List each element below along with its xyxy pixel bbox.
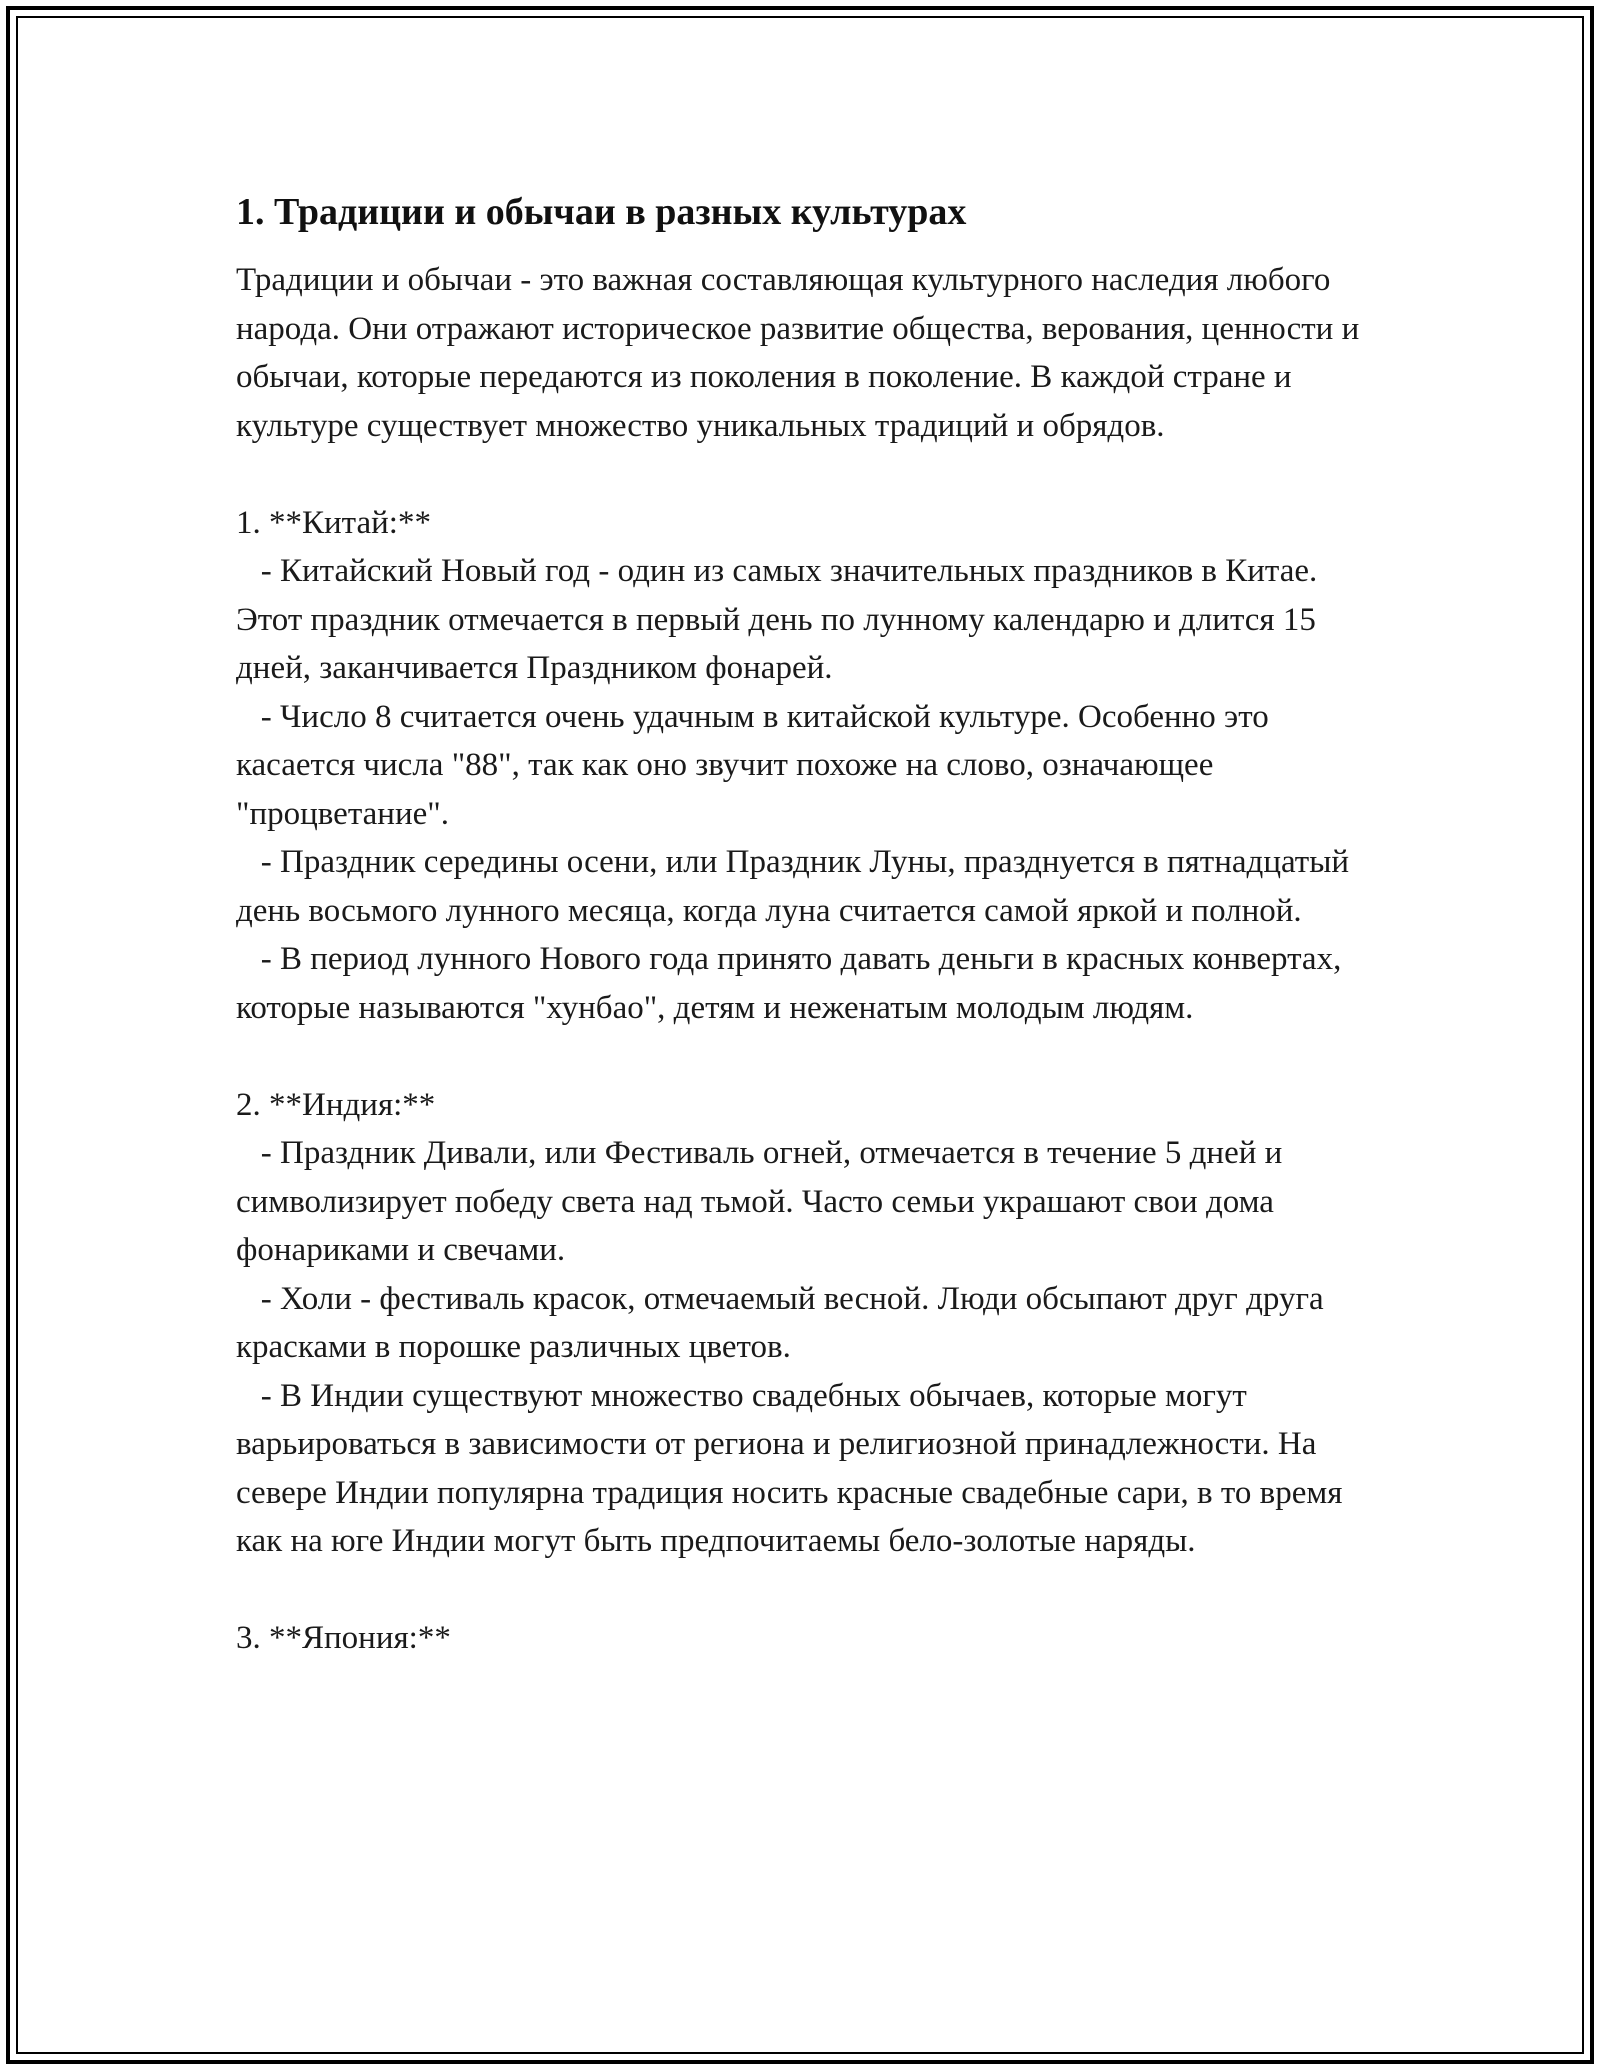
section-china: [236, 499, 1386, 1033]
list-item: - Холи - фестиваль красок, отмечаемый весной. Люди обсыпают друг друга красками в порошке различных цветов.: [236, 1280, 1332, 1365]
section-japan: [236, 1614, 1386, 1663]
section-india: [236, 1081, 1386, 1566]
section-heading: 3. **Япония:**: [236, 1620, 451, 1656]
section-heading: 2. **Индия:**: [236, 1086, 436, 1123]
document-title: 1. Традиции и обычаи в разных культурах: [236, 191, 967, 233]
spacer: [236, 1566, 1386, 1615]
section-heading: 1. **Китай:**: [236, 504, 431, 541]
list-item: - Число 8 считается очень удачным в китайской культуре. Особенно это касается числа "88", так как оно звучит похоже на слово, означающее "процветание".: [236, 698, 1277, 832]
spacer: [236, 450, 1386, 499]
list-item: - Китайский Новый год - один из самых значительных праздников в Китае. Этот праздник отмечается в первый день по лунному календарю и длится 15 дней, заканчивается Праздником фонарей.: [236, 553, 1326, 686]
list-item: - В Индии существуют множество свадебных обычаев, которые могут варьироваться в зависимости от региона и религиозной принадлежности. На севере Индии популярна традиция носить красные свадебные сари, в то время как на юге Индии могут быть предпочитаемы бело-золотые наряды.: [236, 1377, 1351, 1559]
list-item: - В период лунного Нового года принято давать деньги в красных конвертах, которые называются "хунбао", детям и неженатым молодым людям.: [236, 941, 1350, 1026]
list-item: - Праздник Дивали, или Фестиваль огней, отмечается в течение 5 дней и символизирует победу света над тьмой. Часто семьи украшают свои дома фонариками и свечами.: [236, 1135, 1291, 1268]
spacer: [236, 1032, 1386, 1081]
list-item: - Праздник середины осени, или Праздник Луны, празднуется в пятнадцатый день восьмого лунного месяца, когда луна считается самой яркой и полной.: [236, 844, 1358, 929]
intro-paragraph: Традиции и обычаи - это важная составляющая культурного наследия любого народа. Они отражают историческое развитие общества, верования, ценности и обычаи, которые передаются из поколения в поколение. В каждой стране и культуре существует множество уникальных традиций и обрядов.: [236, 262, 1360, 444]
document-body: [236, 186, 1386, 1663]
